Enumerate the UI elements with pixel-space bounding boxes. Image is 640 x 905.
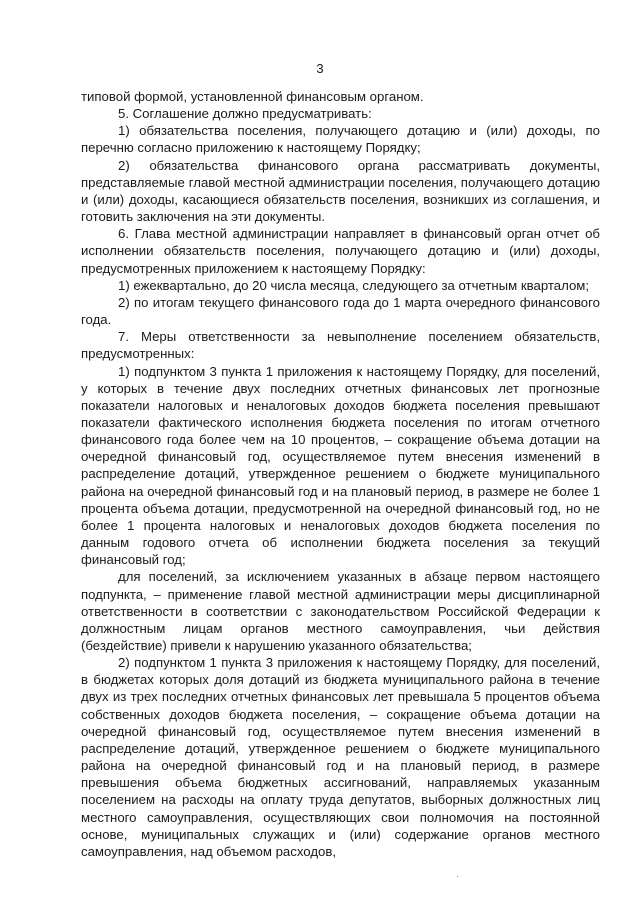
paragraph: 5. Соглашение должно предусматривать: bbox=[118, 106, 372, 122]
paragraph: 6. Глава местной администрации направляет в финансовый орган отчет об исполнении обязательств поселения, получающего дотацию и (или) доходы, предусмотренных приложением к настоящему Порядку: bbox=[81, 226, 600, 276]
paragraph: 1) ежеквартально, до 20 числа месяца, следующего за отчетным кварталом; bbox=[118, 277, 590, 293]
paragraph: 2) подпунктом 1 пункта 3 приложения к настоящему Порядку, для поселений, в бюджетах которых доля дотаций из бюджета муниципального района в течение двух из трех последних отчетных финансовых лет превышала 5 процентов объема собственных доходов бюджета поселения, – сокращение объема дотации на очередной финансовый год, осуществляемое путем внесения изменений в распределение дотаций, утвержденное решением о бюджете муниципального района на очередной финансовый год и на плановый период, в размере превышения объема бюджетных ассигнований, направляемых указанным поселением на расходы на оплату труда депутатов, выборных должностных лиц местного самоуправления, осуществляющих свои полномочия на постоянной основе, муниципальных служащих и (или) содержание органов местного самоуправления, над объемом расходов, bbox=[81, 655, 600, 859]
paragraph: 1) подпунктом 3 пункта 1 приложения к настоящему Порядку, для поселений, у которых в течение двух последних отчетных финансовых лет прогнозные показатели налоговых и неналоговых доходов бюджета поселения превышают показатели фактического исполнения бюджета поселения по итогам отчетного финансового года более чем на 10 процентов, – сокращение объема дотации на очередной финансовый год, осуществляемое путем внесения изменений в распределение дотаций, утвержденное решением о бюджете муниципального района на очередной финансовый год и на плановый период, в размере не более 1 процента объема дотации, предусмотренной на очередной финансовый год, но не более 1 процента налоговых и неналоговых доходов бюджета поселения по данным годового отчета об исполнении бюджета поселения за текущий финансовый год; bbox=[81, 363, 600, 568]
paragraph: 1) обязательства поселения, получающего дотацию и (или) доходы, по перечню согласно приложению к настоящему Порядку; bbox=[81, 123, 600, 156]
document-body bbox=[81, 88, 600, 860]
page-number: 3 bbox=[316, 61, 324, 76]
paragraph: типовой формой, установленной финансовым органом. bbox=[81, 89, 424, 104]
paragraph: 2) обязательства финансового органа рассматривать документы, представляемые главой местной администрации поселения, получающего дотацию и (или) доходы, касающиеся обязательств поселения, возникших из соглашения, и готовить заключения на эти документы. bbox=[81, 157, 600, 225]
paragraph: 7. Меры ответственности за невыполнение поселением обязательств, предусмотренных: bbox=[81, 329, 600, 362]
scan-speck bbox=[457, 876, 458, 877]
paragraph: для поселений, за исключением указанных в абзаце первом настоящего подпункта, – применение главой местной администрации меры дисциплинарной ответственности в соответствии с законодательством Российской Федерации к должностным лицам органов местного самоуправления, чьи действия (бездействие) привели к нарушению указанного обязательства; bbox=[81, 569, 600, 653]
paragraph: 2) по итогам текущего финансового года до 1 марта очередного финансового года. bbox=[81, 294, 600, 328]
